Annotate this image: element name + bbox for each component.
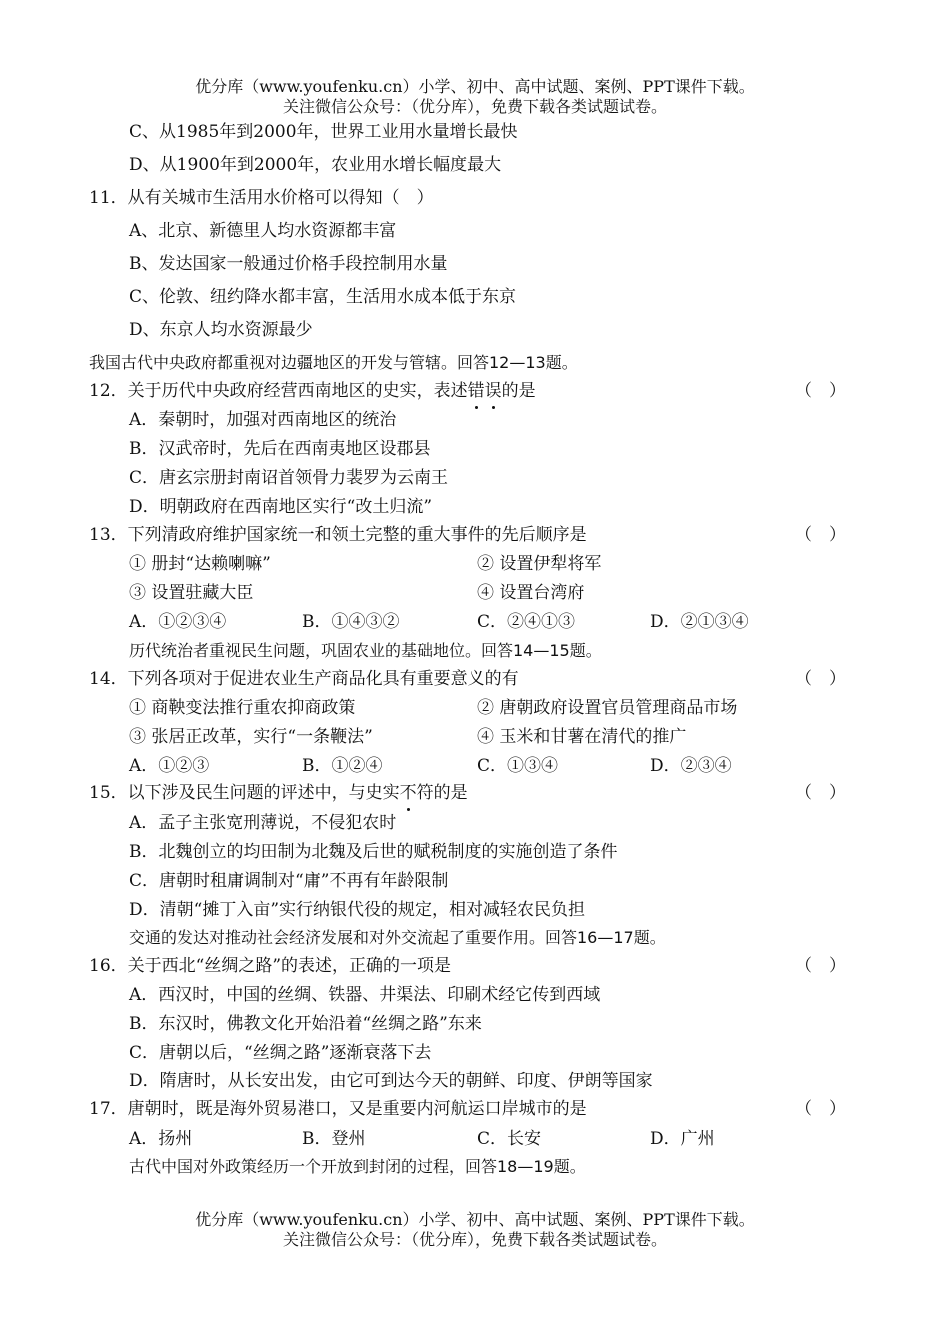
q14-stem: 14．下列各项对于促进农业生产商品化具有重要意义的有 — [89, 669, 519, 689]
q11-option-d: D、东京人均水资源最少 — [129, 320, 313, 340]
q13-option-b: B．①④③② — [302, 612, 400, 632]
q12-emphasis-char-1: 错 — [467, 381, 485, 401]
q14-item-3: ③ 张居正改革，实行“一条鞭法” — [129, 727, 373, 747]
q13-item-1: ① 册封“达赖喇嘛” — [129, 554, 271, 574]
q13-option-c: C．②④①③ — [477, 612, 576, 632]
q16-stem: 16．关于西北“丝绸之路”的表述，正确的一项是 — [89, 956, 452, 976]
q14-option-c: C．①③④ — [477, 756, 559, 776]
q17-option-c: C．长安 — [477, 1129, 542, 1149]
q17-stem: 17．唐朝时，既是海外贸易港口，又是重要内河航运口岸城市的是 — [89, 1099, 587, 1119]
q14-item-2: ② 唐朝政府设置官员管理商品市场 — [477, 698, 738, 718]
q12-stem-pre: 12．关于历代中央政府经营西南地区的史实，表述 — [89, 381, 468, 401]
q13-item-2: ② 设置伊犁将军 — [477, 554, 602, 574]
q16-option-b: B．东汉时，佛教文化开始沿着“丝绸之路”东来 — [129, 1014, 482, 1034]
q13-option-a: A．①②③④ — [129, 612, 227, 632]
q12-stem — [89, 379, 536, 403]
q16-option-a: A．西汉时，中国的丝绸、铁器、井渠法、印刷术经它传到西域 — [129, 985, 601, 1005]
q14-answer-paren: （ ） — [795, 669, 846, 689]
q13-stem: 13．下列清政府维护国家统一和领土完整的重大事件的先后顺序是 — [89, 525, 587, 545]
q14-item-1: ① 商鞅变法推行重农抑商政策 — [129, 698, 356, 718]
q16-option-c: C．唐朝以后，“丝绸之路”逐渐衰落下去 — [129, 1043, 432, 1063]
q12-stem-post: 的是 — [501, 381, 536, 401]
q14-item-4: ④ 玉米和甘薯在清代的推广 — [477, 727, 687, 747]
q14-option-d: D．②③④ — [650, 756, 732, 776]
intro-q16-17: 交通的发达对推动社会经济发展和对外交流起了重要作用。回答16—17题。 — [129, 928, 666, 947]
q11-option-b: B、发达国家一般通过价格手段控制用水量 — [129, 254, 448, 274]
q14-option-a: A．①②③ — [129, 756, 210, 776]
q15-option-a: A．孟子主张宽刑薄说，不侵犯农时 — [129, 813, 397, 833]
intro-q18-19: 古代中国对外政策经历一个开放到封闭的过程，回答18—19题。 — [129, 1157, 586, 1176]
q11-option-a: A、北京、新德里人均水资源都丰富 — [129, 221, 397, 241]
q12-answer-paren: （ ） — [795, 381, 846, 401]
q16-answer-paren: （ ） — [795, 956, 846, 976]
q15-stem-post: 符的是 — [416, 783, 468, 803]
q13-item-3: ③ 设置驻藏大臣 — [129, 583, 254, 603]
q12-option-c: C．唐玄宗册封南诏首领骨力裴罗为云南王 — [129, 468, 449, 488]
intro-q14-15: 历代统治者重视民生问题，巩固农业的基础地位。回答14—15题。 — [129, 641, 602, 660]
q15-answer-paren: （ ） — [795, 783, 846, 803]
q17-option-a: A．扬州 — [129, 1129, 193, 1149]
q15-option-d: D．清朝“摊丁入亩”实行纳银代役的规定，相对减轻农民负担 — [129, 900, 586, 920]
q15-option-b: B．北魏创立的均田制为北魏及后世的赋税制度的实施创造了条件 — [129, 842, 618, 862]
q15-stem — [89, 781, 468, 805]
page-footer-line-2: 关注微信公众号：（优分库），免费下载各类试题试卷。 — [282, 1230, 667, 1249]
q15-stem-pre: 15．以下涉及民生问题的评述中，与史实 — [89, 783, 400, 803]
intro-q12-13: 我国古代中央政府都重视对边疆地区的开发与管辖。回答12—13题。 — [89, 353, 578, 372]
q15-option-c: C．唐朝时租庸调制对“庸”不再有年龄限制 — [129, 871, 449, 891]
q16-option-d: D．隋唐时，从长安出发，由它可到达今天的朝鲜、印度、伊朗等国家 — [129, 1071, 653, 1091]
q12-option-b: B．汉武帝时，先后在西南夷地区设郡县 — [129, 439, 431, 459]
page-header-line-2: 关注微信公众号：（优分库），免费下载各类试题试卷。 — [282, 97, 667, 116]
q17-option-d: D．广州 — [650, 1129, 715, 1149]
q14-option-b: B．①②④ — [302, 756, 383, 776]
q11-stem: 11．从有关城市生活用水价格可以得知（ ） — [89, 188, 434, 208]
q12-option-d: D．明朝政府在西南地区实行“改土归流” — [129, 497, 433, 517]
q13-answer-paren: （ ） — [795, 525, 846, 545]
q11-option-c: C、伦敦、纽约降水都丰富，生活用水成本低于东京 — [129, 287, 517, 307]
page-header-line-1: 优分库（www.youfenku.cn）小学、初中、高中试题、案例、PPT课件下载。 — [195, 77, 755, 96]
q12-emphasis-char-2: 误 — [484, 381, 502, 401]
q17-option-b: B．登州 — [302, 1129, 366, 1149]
q12-option-a: A．秦朝时，加强对西南地区的统治 — [129, 410, 397, 430]
q17-answer-paren: （ ） — [795, 1099, 846, 1119]
q15-emphasis-char: 不 — [399, 783, 417, 803]
page-footer-line-1: 优分库（www.youfenku.cn）小学、初中、高中试题、案例、PPT课件下载。 — [195, 1210, 755, 1229]
q13-option-d: D．②①③④ — [650, 612, 749, 632]
q13-item-4: ④ 设置台湾府 — [477, 583, 585, 603]
q10-option-d: D、从1900年到2000年，农业用水增长幅度最大 — [129, 155, 502, 175]
q10-option-c: C、从1985年到2000年，世界工业用水量增长最快 — [129, 122, 518, 142]
